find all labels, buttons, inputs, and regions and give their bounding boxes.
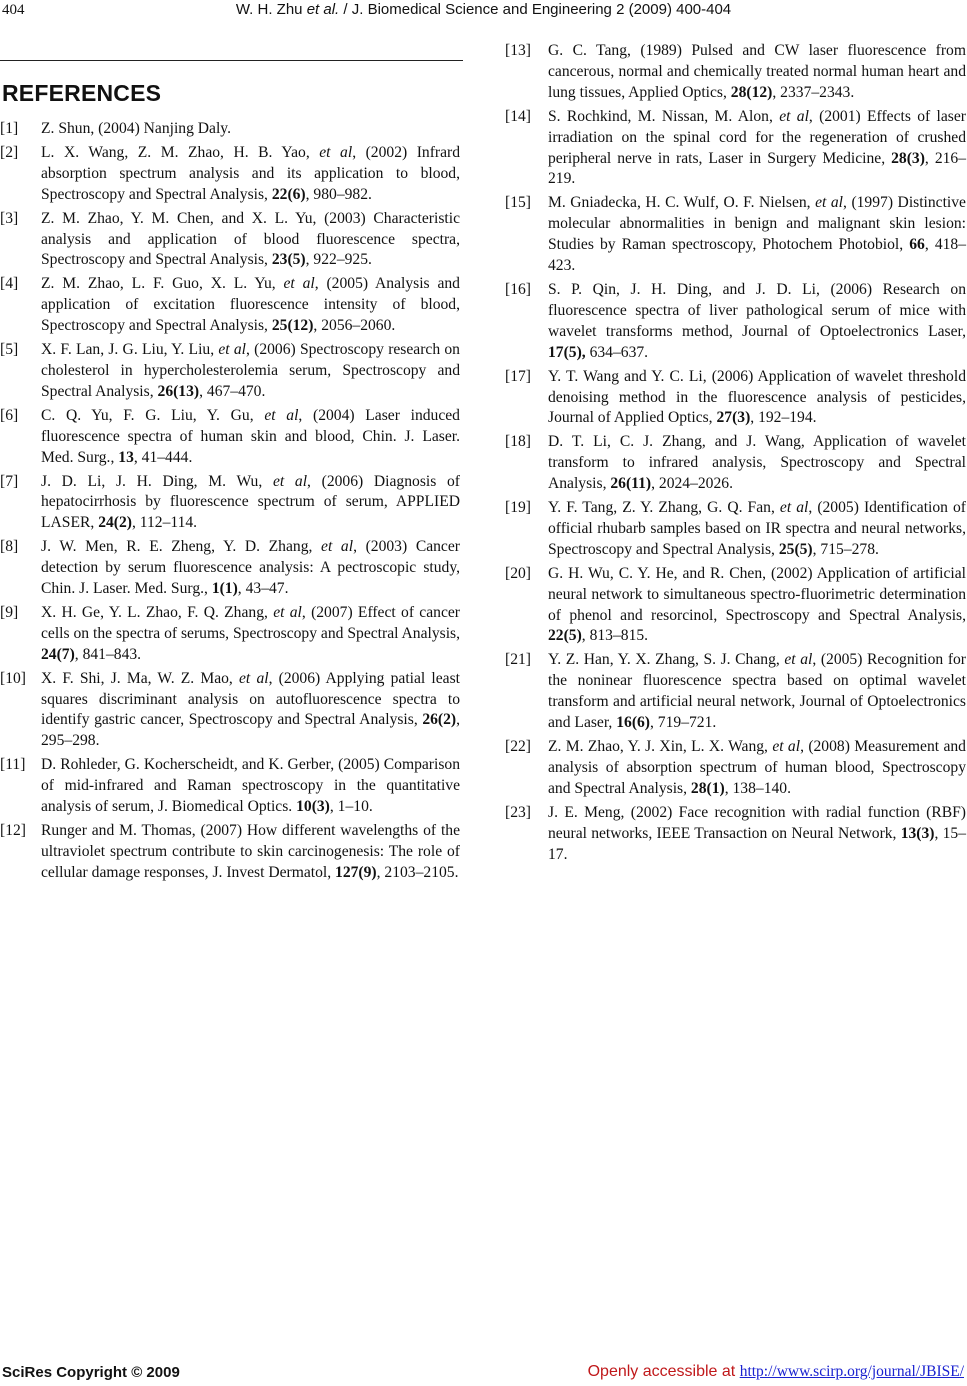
reference-segment: X. F. Lan, J. G. Liu, Y. Liu, [41,341,219,359]
reference-segment: J. D. Li, J. H. Ding, M. Wu, [41,472,273,490]
reference-entry [0,537,460,600]
reference-text [41,143,460,206]
page-number: 404 [2,2,25,18]
reference-etal: et al [772,738,801,755]
reference-volume: 22(6) [271,185,306,203]
reference-volume: 26(11) [610,475,652,493]
reference-etal: et al [815,194,844,212]
reference-segment: , 719–721. [650,714,717,732]
reference-segment: , (2005) Recognition for the noninear fluorescence spectra based on optimal wavelet transform and artificial neural network, Journal of Optoelectronics and Laser, [548,651,967,732]
reference-segment: Y. Z. Han, Y. X. Zhang, S. J. Chang, [548,651,785,669]
reference-volume: 22(5) [548,627,582,645]
running-head-etal: et al. [306,1,340,18]
reference-volume: 66 [909,236,925,254]
reference-segment: Z. M. Zhao, Y. M. Chen, and X. L. Yu, (2003) Characteristic analysis and application of blood fluorescence spectra, Spectroscopy and Spectral Analysis, [41,209,460,269]
reference-text [548,367,966,430]
reference-volume: 28(1) [690,779,725,797]
reference-entry [505,193,966,277]
reference-number: [8] [0,538,19,556]
reference-segment: C. Q. Yu, F. G. Liu, Y. Gu, [41,406,265,424]
reference-segment: , (2001) Effects of laser irradiation on the spinal cord for the regeneration of crushed peripheral nerve in rats, Laser in Surgery Medicine, [548,107,966,167]
reference-number: [21] [505,651,531,669]
references-heading: REFERENCES [2,80,162,106]
reference-number: [17] [505,367,531,385]
reference-entry [505,498,966,561]
reference-text [548,803,966,866]
reference-text [41,119,460,140]
reference-segment: Y. T. Wang and Y. C. Li, (2006) Application of wavelet threshold denoising method in the fluorescence analysis of pesticides, Journal of Applied Optics, [548,367,966,427]
reference-segment: , 813–815. [581,627,649,645]
reference-etal: et al [264,406,299,424]
reference-segment: , (2006) Applying patial least squares discriminant analysis on autofluorescence spectra to identify gastric cancer, Spectroscopy and Spectral Analysis, [41,669,460,729]
reference-segment: , (2006) Spectroscopy research on cholesterol in hypercholesterolemia serum, Spectroscopy and Spectral Analysis, [41,341,460,400]
reference-entry [0,143,460,206]
reference-number: [7] [0,472,19,490]
reference-etal: et al [779,499,809,517]
reference-number: [2] [0,143,19,161]
reference-segment: S. Rochkind, M. Nissan, M. Alon, [548,107,780,125]
reference-segment: , (2005) Identification of official rhubarb samples based on IR spectra and neural networks, Spectroscopy and Spectral Analysis, [548,499,966,558]
reference-text [548,432,966,495]
reference-segment: , 138–140. [724,779,791,797]
reference-text [41,755,460,818]
reference-segment: , 1–10. [329,798,373,816]
reference-segment: , 2024–2026. [651,475,733,493]
reference-volume: 28(12) [730,83,773,101]
reference-segment: G. C. Tang, (1989) Pulsed and CW laser fluorescence from cancerous, normal and chemically treated normal human heart and lung tissues, Applied Optics, [548,42,966,101]
reference-segment: , 112–114. [131,514,198,532]
reference-volume: 17(5), [548,343,586,361]
reference-segment: X. H. Ge, Y. L. Zhao, F. Q. Zhang, [41,603,274,621]
reference-number: [6] [0,406,19,424]
reference-segment: , 41–444. [133,448,193,466]
reference-number: [22] [505,738,531,755]
reference-text [548,41,966,104]
reference-volume: 25(5) [778,540,813,558]
reference-segment: J. W. Men, R. E. Zheng, Y. D. Zhang, [41,538,322,556]
reference-segment: Y. F. Tang, Z. Y. Zhang, G. Q. Fan, [548,499,780,517]
reference-entry [505,803,966,866]
reference-segment: Z. Shun, (2004) Nanjing Daly. [41,120,231,137]
reference-entry [0,669,460,753]
reference-segment: L. X. Wang, Z. M. Zhao, H. B. Yao, [41,143,320,161]
reference-segment: D. T. Li, C. J. Zhang, and J. Wang, Application of wavelet transform to infrared analysis, Spectroscopy and Spectral Analysis, [548,433,966,493]
reference-segment: , (2008) Measurement and analysis of absorption spectrum of human blood, Spectroscopy and Spectral Analysis, [548,738,966,797]
reference-entry [0,340,460,403]
reference-number: [13] [505,42,531,59]
running-head-authors: W. H. Zhu [235,1,303,18]
reference-volume: 26(13) [157,382,200,400]
reference-etal: et al [321,538,354,556]
reference-number: [1] [0,120,19,137]
reference-segment: Z. M. Zhao, Y. J. Xin, L. X. Wang, [548,738,773,755]
reference-number: [18] [505,433,531,451]
reference-volume: 24(2) [98,514,132,532]
reference-text [41,537,460,600]
reference-number: [11] [0,756,26,774]
reference-segment: G. H. Wu, C. Y. He, and R. Chen, (2002) Application of artificial neural network to simultaneous spectro-fluorimetric determination of phenol and resorcinol, Spectroscopy and Spectral Analysis, [548,564,966,624]
reference-segment: J. E. Meng, (2002) Face recognition with radial function (RBF) neural networks, IEEE Transaction on Neural Network, [548,803,966,842]
reference-text [548,564,966,648]
reference-segment: , 467–470. [199,382,266,400]
reference-entry [0,472,460,535]
reference-entry [505,367,966,430]
reference-segment: X. F. Shi, J. Ma, W. Z. Mao, [41,669,240,687]
reference-volume: 13 [118,448,134,466]
reference-segment: , 418–423. [548,236,967,275]
footer-open-access [588,1363,964,1381]
reference-segment: , (1997) Distinctive molecular abnormalities in benign and malignant skin lesion: Studies by Raman spectroscopy, Photochem Photobiol, [548,194,966,254]
reference-number: [14] [505,107,531,125]
reference-volume: 26(2) [422,711,457,729]
running-head-journal: / J. Biomedical Science and Engineering 2 (2009) 400-404 [343,1,732,18]
reference-volume: 1(1) [211,580,238,598]
reference-etal: et al [272,472,308,490]
reference-entry [0,755,460,818]
reference-text [548,498,966,561]
reference-number: [16] [505,280,531,298]
reference-segment: , (2005) Analysis and application of excitation fluorescence intensity of blood, Spectroscopy and Spectral Analysis, [41,275,460,335]
reference-volume: 25(12) [271,317,314,335]
reference-text [41,472,460,535]
reference-volume: 10(3) [296,798,330,816]
reference-segment: , 2056–2060. [313,317,396,335]
reference-number: [10] [0,669,26,687]
reference-number: [15] [505,194,531,212]
reference-number: [12] [0,822,26,839]
reference-text [41,340,460,403]
reference-segment: , 715–278. [812,540,879,558]
reference-segment: , 841–843. [74,645,142,663]
reference-text [41,274,460,337]
reference-entry [0,209,460,272]
reference-number: [3] [0,209,19,227]
reference-segment: , 43–47. [237,580,289,598]
reference-text [548,193,966,277]
reference-number: [5] [0,341,19,359]
reference-segment: , 980–982. [305,185,372,203]
reference-text [41,669,460,753]
reference-segment: , (2003) Cancer detection by serum fluorescence analysis: A pectroscopic study, Chin. J. Laser. Med. Surg., [41,538,460,598]
section-divider [0,60,463,61]
reference-number: [20] [505,564,531,582]
reference-text [548,107,966,191]
reference-entry [0,821,460,884]
reference-volume: 13(3) [900,824,935,842]
reference-segment: , 2103–2105. [376,863,459,881]
reference-volume: 127(9) [335,863,377,881]
reference-segment: , 2337–2343. [772,83,855,101]
reference-entry [0,119,460,140]
reference-number: [9] [0,603,19,621]
references-column-right [505,41,966,868]
reference-text [548,650,966,734]
reference-segment: , (2004) Laser induced fluorescence spectra of human skin and blood, Chin. J. Laser. Med. Surg., [41,406,460,466]
journal-link[interactable]: http://www.scirp.org/journal/JBISE/ [739,1363,964,1380]
reference-entry [0,603,460,666]
reference-entry [505,650,966,734]
reference-entry [0,406,460,469]
reference-volume: 27(3) [716,409,751,427]
reference-etal: et al [319,143,353,161]
references-column-left [0,119,460,887]
open-access-label: Openly accessible at [587,1363,740,1380]
reference-etal: et al [283,275,315,293]
reference-segment: M. Gniadecka, H. C. Wulf, O. F. Nielsen, [548,194,816,212]
reference-segment: Z. M. Zhao, L. F. Guo, X. L. Yu, [41,275,284,293]
reference-text [41,603,460,666]
reference-entry [505,41,966,104]
reference-number: [19] [505,499,531,517]
footer-copyright: SciRes Copyright © 2009 [2,1364,180,1381]
reference-segment: D. Rohleder, G. Kocherscheidt, and K. Gerber, (2005) Comparison of mid-infrared and Raman spectroscopy in the quantitative analysis of serum, J. Biomedical Optics. [41,756,460,816]
reference-text [41,209,460,272]
reference-segment: , 192–194. [750,409,817,427]
reference-segment: , 295–298. [41,711,460,750]
reference-number: [4] [0,275,19,293]
reference-number: [23] [505,803,531,821]
reference-etal: et al [239,669,269,687]
reference-entry [505,432,966,495]
reference-segment: , 922–925. [305,251,372,269]
reference-segment: , 216–219. [548,149,967,188]
reference-text [41,406,460,469]
reference-segment: , 15–17. [548,824,967,863]
reference-entry [505,737,966,800]
reference-etal: et al [218,341,246,359]
reference-text [41,821,460,884]
reference-entry [505,564,966,648]
reference-etal: et al [779,107,809,125]
reference-segment: S. P. Qin, J. H. Ding, and J. D. Li, (2006) Research on fluorescence spectra of liver pathological serum of mice with wavelet transforms method, Journal of Optoelectronics Laser, [548,280,966,340]
reference-text [548,280,966,364]
reference-etal: et al [784,651,813,669]
reference-etal: et al [273,603,302,621]
reference-entry [0,274,460,337]
reference-segment: , (2002) Infrard absorption spectrum analysis and its application to blood, Spectroscopy and Spectral Analysis, [41,143,461,203]
reference-volume: 16(6) [616,714,650,732]
reference-text [548,737,966,800]
reference-segment: Runger and M. Thomas, (2007) How different wavelengths of the ultraviolet spectrum contribute to skin carcinogenesis: The role of cellular damage responses, J. Invest Dermatol, [41,822,460,881]
reference-volume: 24(7) [41,645,75,663]
reference-volume: 23(5) [271,251,306,269]
reference-entry [505,107,966,191]
reference-segment: , (2007) Effect of cancer cells on the spectra of serums, Spectroscopy and Spectral Analysis, [41,603,460,642]
running-head [0,1,967,18]
reference-entry [505,280,966,364]
reference-segment: , (2006) Diagnosis of hepatocirrhosis by fluorescence spectrum of serum, APPLIED LASER, [41,472,460,532]
reference-volume: 28(3) [891,149,925,167]
reference-segment: 634–637. [585,343,649,361]
